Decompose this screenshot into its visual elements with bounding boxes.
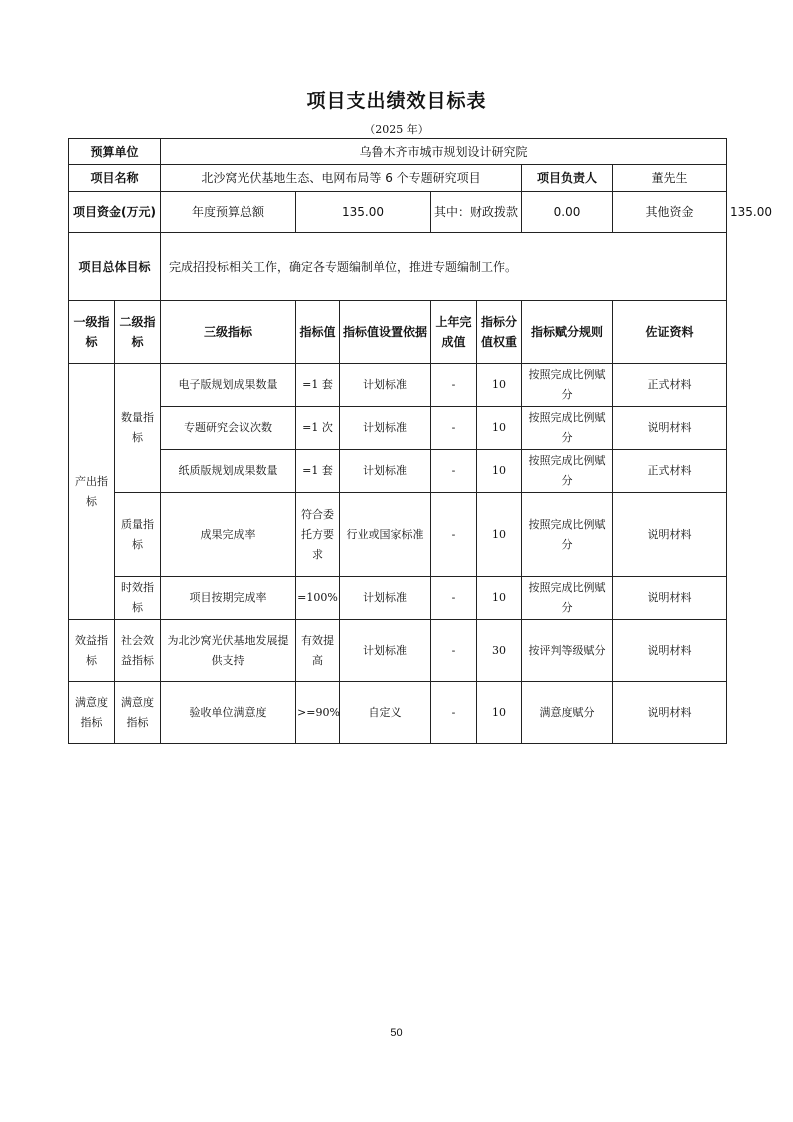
fiscal-label: 其中：财政拨款 — [431, 192, 522, 233]
evidence-cell: 说明材料 — [613, 407, 727, 450]
level2-timeliness: 时效指标 — [115, 577, 161, 620]
header-row — [69, 301, 727, 364]
project-name-value: 北沙窝光伏基地生态、电网布局等 6 个专题研究项目 — [161, 165, 522, 192]
indicator-cell: 电子版规划成果数量 — [161, 364, 296, 407]
value-cell: =100% — [296, 577, 340, 620]
table-row — [69, 364, 727, 407]
value-cell: =1 次 — [296, 407, 340, 450]
value-cell: =1 套 — [296, 450, 340, 493]
value-cell: =1 套 — [296, 364, 340, 407]
prev-cell: - — [431, 493, 477, 577]
indicator-cell: 纸质版规划成果数量 — [161, 450, 296, 493]
value-cell: >=90% — [296, 682, 340, 744]
basis-cell: 计划标准 — [340, 407, 431, 450]
prev-cell: - — [431, 577, 477, 620]
indicator-cell: 专题研究会议次数 — [161, 407, 296, 450]
performance-table — [68, 138, 773, 744]
rule-cell: 按照完成比例赋分 — [522, 493, 613, 577]
page-title: 项目支出绩效目标表 — [306, 90, 487, 112]
level1-benefit: 效益指标 — [69, 620, 115, 682]
header-level3: 三级指标 — [161, 301, 296, 364]
value-cell: 有效提高 — [296, 620, 340, 682]
weight-cell: 10 — [477, 364, 522, 407]
header-prev: 上年完成值 — [431, 301, 477, 364]
manager-label: 项目负责人 — [522, 165, 613, 192]
level1-output: 产出指标 — [69, 364, 115, 620]
other-label: 其他资金 — [613, 192, 727, 233]
goal-label: 项目总体目标 — [69, 233, 161, 301]
table-row — [69, 577, 727, 620]
indicator-cell: 验收单位满意度 — [161, 682, 296, 744]
weight-cell: 30 — [477, 620, 522, 682]
evidence-cell: 说明材料 — [613, 493, 727, 577]
header-value: 指标值 — [296, 301, 340, 364]
rule-cell: 按照完成比例赋分 — [522, 407, 613, 450]
annual-budget-value: 135.00 — [296, 192, 431, 233]
table-row — [69, 450, 727, 493]
evidence-cell: 说明材料 — [613, 682, 727, 744]
project-name-row — [69, 165, 727, 192]
level2-social: 社会效益指标 — [115, 620, 161, 682]
rule-cell: 按照完成比例赋分 — [522, 450, 613, 493]
basis-cell: 计划标准 — [340, 450, 431, 493]
level2-quality: 质量指标 — [115, 493, 161, 577]
rule-cell: 按照完成比例赋分 — [522, 577, 613, 620]
basis-cell: 自定义 — [340, 682, 431, 744]
indicator-cell: 项目按期完成率 — [161, 577, 296, 620]
basis-cell: 计划标准 — [340, 577, 431, 620]
weight-cell: 10 — [477, 493, 522, 577]
budget-unit-label: 预算单位 — [69, 139, 161, 165]
prev-cell: - — [431, 620, 477, 682]
header-rule: 指标赋分规则 — [522, 301, 613, 364]
prev-cell: - — [431, 407, 477, 450]
year-label: （2025 年） — [364, 123, 429, 136]
header-level1: 一级指标 — [69, 301, 115, 364]
table-row — [69, 407, 727, 450]
table-row — [69, 620, 727, 682]
header-weight: 指标分值权重 — [477, 301, 522, 364]
table-row — [69, 682, 727, 744]
goal-value: 完成招投标相关工作，确定各专题编制单位，推进专题编制工作。 — [161, 233, 727, 301]
rule-cell: 按评判等级赋分 — [522, 620, 613, 682]
level1-satisfaction: 满意度指标 — [69, 682, 115, 744]
budget-unit-row — [69, 139, 727, 165]
indicator-cell: 为北沙窝光伏基地发展提供支持 — [161, 620, 296, 682]
basis-cell: 计划标准 — [340, 620, 431, 682]
basis-cell: 行业或国家标准 — [340, 493, 431, 577]
prev-cell: - — [431, 364, 477, 407]
value-cell: 符合委托方要求 — [296, 493, 340, 577]
header-basis: 指标值设置依据 — [340, 301, 431, 364]
evidence-cell: 正式材料 — [613, 450, 727, 493]
header-evidence: 佐证资料 — [613, 301, 727, 364]
weight-cell: 10 — [477, 577, 522, 620]
budget-unit-value: 乌鲁木齐市城市规划设计研究院 — [161, 139, 727, 165]
project-name-label: 项目名称 — [69, 165, 161, 192]
fiscal-value: 0.00 — [522, 192, 613, 233]
prev-cell: - — [431, 450, 477, 493]
weight-cell: 10 — [477, 682, 522, 744]
indicator-cell: 成果完成率 — [161, 493, 296, 577]
level2-satisfaction: 满意度指标 — [115, 682, 161, 744]
weight-cell: 10 — [477, 407, 522, 450]
table-row — [69, 493, 727, 577]
goal-row — [69, 233, 727, 301]
funds-label: 项目资金(万元) — [69, 192, 161, 233]
level2-quantity: 数量指标 — [115, 364, 161, 493]
weight-cell: 10 — [477, 450, 522, 493]
evidence-cell: 说明材料 — [613, 620, 727, 682]
rule-cell: 满意度赋分 — [522, 682, 613, 744]
evidence-cell: 正式材料 — [613, 364, 727, 407]
page-number: 50 — [390, 1027, 403, 1039]
header-level2: 二级指标 — [115, 301, 161, 364]
prev-cell: - — [431, 682, 477, 744]
annual-budget-label: 年度预算总额 — [161, 192, 296, 233]
funds-row: 项目资金(万元) 年度预算总额 135.00 其中：财政拨款 0.00 其他资金 135.00 — [69, 192, 727, 233]
manager-value: 董先生 — [613, 165, 727, 192]
rule-cell: 按照完成比例赋分 — [522, 364, 613, 407]
evidence-cell: 说明材料 — [613, 577, 727, 620]
basis-cell: 计划标准 — [340, 364, 431, 407]
